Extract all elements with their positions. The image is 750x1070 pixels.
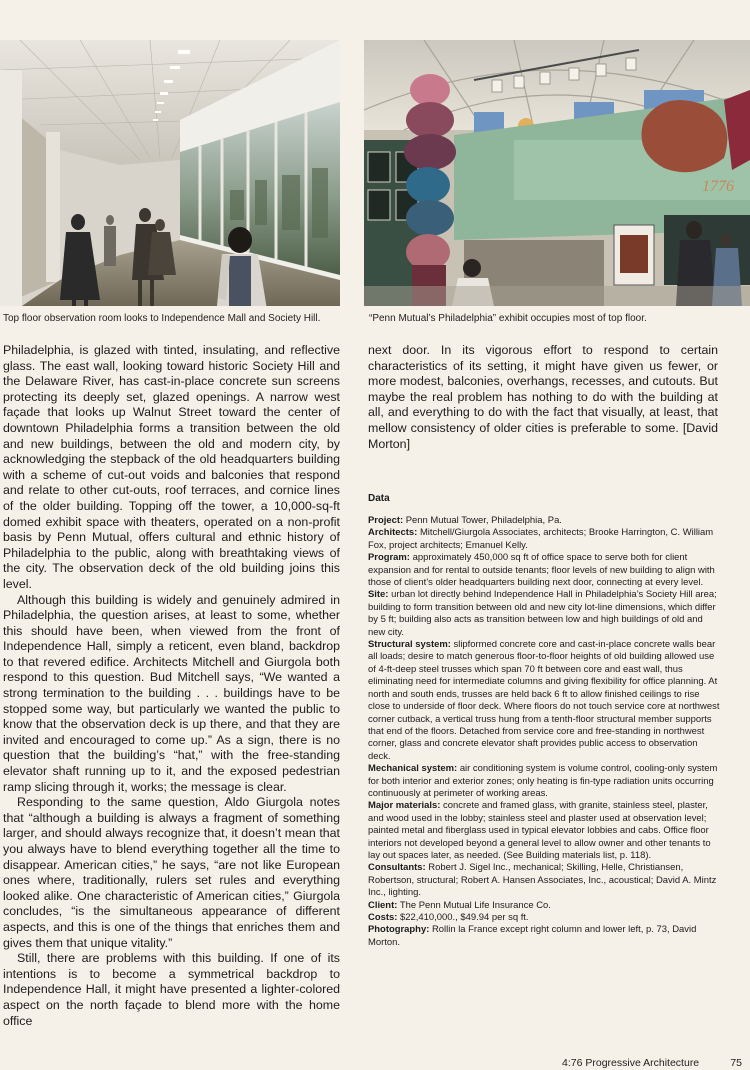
body-paragraph: Philadelphia, is glazed with tinted, insulating, and reflective glass. The east wall, looking toward historic Society Hill and the Delaware River, has cast-in-place concrete sun screens protecting its deeply set, glazed openings. A narrow west façade that looks up Walnut Street toward the center of downtown Philadelphia forms a transition between the old and new buildings, between the old and modern city, by acknowledging the stepback of the old headquarters building with a scheme of cut-out voids and balconies that respond and relate to other cut-outs, roof terraces, and cornice lines of the older building. Topping off the tower, a 10,000-sq-ft domed exhibit space with theaters, operated on a non-profit basis by Penn Mutual, offers cultural and ethnic history of Philadelphia to the public, along with breathtaking views of the city. The observation deck of the old building joins this level. bbox=[3, 343, 340, 591]
data-label: Architects: bbox=[368, 527, 418, 539]
data-entry bbox=[368, 589, 720, 639]
article-column-left bbox=[3, 343, 340, 1029]
data-label: Program: bbox=[368, 552, 410, 564]
caption-observation-room: Top floor observation room looks to Independence Mall and Society Hill. bbox=[3, 313, 321, 324]
data-entry bbox=[368, 515, 720, 527]
observation-room-photo bbox=[0, 40, 340, 306]
data-text: Penn Mutual Tower, Philadelphia, Pa. bbox=[405, 515, 562, 526]
exhibit-sign-1776: 1776 bbox=[702, 178, 734, 195]
data-entry bbox=[368, 527, 720, 552]
data-text: Rollin la France except right column and lower left, p. 73, David Morton. bbox=[368, 924, 697, 948]
data-label: Site: bbox=[368, 589, 389, 601]
data-label: Photography: bbox=[368, 924, 430, 936]
data-text: Robert J. Sigel Inc., mechanical; Skilling, Helle, Christiansen, Robertson, structural; Robert A. Hansen Associates, Inc., acoustical; David A. Mintz Inc., lighting. bbox=[368, 862, 717, 899]
body-paragraph: Responding to the same question, Aldo Giurgola notes that “although a building is always a fragment of something larger, and should always recognize that, it doesn’t mean that you always have to blend everything together all the time to disappear. American cities,” he says, “are not like European ones where, traditionally, rulers set rules and everything looked alike. One characteristic of American cities,” Giurgola concludes, “is the simultaneous appearance of different aspects, and this is one of the things that enriches them and gives them that unique vitality.” bbox=[3, 795, 340, 950]
data-heading: Data bbox=[368, 493, 390, 504]
data-entry bbox=[368, 862, 720, 899]
body-paragraph: Although this building is widely and genuinely admired in Philadelphia, the question arises, at least to some, whether this should have been, when viewed from the front of Independence Hall, simply a reticent, even bland, backdrop to that revered edifice. Architects Mitchell and Giurgola both respond to this question. Bud Mitchell says, “We wanted a strong termination to the building . . . buildings have to be stopped some way, but particularly we wanted the public to know that the observation deck is up there, and that they are invited and encouraged to come up.” As a sign, there is no question that the building’s “hat,” with the free-standing elevator shaft running up to it, and the exposed pedestrian ramp slicing through it, works; the message is clear. bbox=[3, 592, 340, 794]
data-text: $22,410,000., $49.94 per sq ft. bbox=[400, 912, 529, 923]
article-column-right bbox=[368, 343, 718, 452]
data-entry bbox=[368, 900, 720, 912]
data-entry bbox=[368, 639, 720, 763]
data-text: concrete and framed glass, with granite, stainless steel, plaster, and wood used in the lobby; stainless steel and plaster used at observation level; painted metal and fiberglass used in typical elevator lobbies and cabs. Office floor interiors not developed beyond a general level to allow owner and other tenants to lay out spaces later, as needed. (See Building materials list, p. 118). bbox=[368, 800, 711, 861]
data-label: Costs: bbox=[368, 912, 398, 923]
data-label: Client: bbox=[368, 899, 398, 911]
data-text: air conditioning system is volume control, cooling-only system for both interior and exterior zones; only heating is fin-type radiation units occurring continuously at perimeter of working areas. bbox=[368, 763, 718, 799]
exhibit-illustration bbox=[364, 40, 750, 306]
data-text: approximately 450,000 sq ft of office space to serve both for client expansion and for rental to outside tenants; floor levels of new building to align with those of client’s older headquarters building next door, connecting at every level. bbox=[368, 552, 715, 589]
data-text: urban lot directly behind Independence Hall in Philadelphia’s Society Hill area; building to form transition between old and new city lot-line dimensions, which differ by 5 ft; building also acts as transition between low and high buildings of old and new city. bbox=[368, 589, 717, 638]
data-entry bbox=[368, 552, 720, 589]
data-label: Project: bbox=[368, 515, 404, 526]
exhibit-photo bbox=[364, 40, 750, 306]
data-text: Mitchell/Giurgola Associates, architects; Brooke Harrington, C. William Fox, project architects; Emanuel Kelly. bbox=[368, 527, 714, 551]
data-label: Mechanical system: bbox=[368, 763, 458, 775]
data-text: slipformed concrete core and cast-in-place concrete walls bear all loads; desire to match generous floor-to-floor heights of old building allowed use of 4-ft-deep steel trusses which span 70 ft between core and east wall, thus eliminating need for intermediate columns and giving flexibility for office planning. At north and south ends, trusses are held back 6 ft to allow finished ceilings to rise close to underside of floor deck. Where floors do not touch service core at northwest corner cutback, a vertical truss hung from a tenth-floor structural member supports that end of the floors. Detached from service core and free-standing in northwest corner, glass and concrete elevator shaft provides public access to observation deck. bbox=[368, 639, 720, 762]
data-label: Consultants: bbox=[368, 862, 426, 874]
data-label: Structural system: bbox=[368, 639, 451, 651]
body-paragraph: Still, there are problems with this building. If one of its intentions is to become a symmetrical backdrop to Independence Hall, it might have presented a lighter-colored aspect on the north façade to blend more with the home office bbox=[3, 951, 340, 1028]
caption-exhibit: “Penn Mutual’s Philadelphia” exhibit occupies most of top floor. bbox=[369, 313, 647, 324]
data-entry bbox=[368, 924, 720, 949]
body-paragraph: next door. In its vigorous effort to respond to certain characteristics of its setting, it might have given us fewer, or more modest, balconies, overhangs, recesses, and cutouts. But maybe the real problem has nothing to do with the building at all, and everything to do with the fact that visually, at least, that mellow consistency of older cities is preferable to some. [David Morton] bbox=[368, 343, 718, 451]
data-entry bbox=[368, 912, 720, 924]
page-number: 75 bbox=[730, 1057, 742, 1069]
project-data-block bbox=[368, 493, 720, 949]
data-entry bbox=[368, 800, 720, 862]
data-entry bbox=[368, 763, 720, 800]
data-text: The Penn Mutual Life Insurance Co. bbox=[399, 899, 551, 911]
observation-room-illustration bbox=[0, 40, 340, 306]
footer-issue: 4:76 Progressive Architecture bbox=[562, 1057, 700, 1069]
data-label: Major materials: bbox=[368, 800, 441, 812]
